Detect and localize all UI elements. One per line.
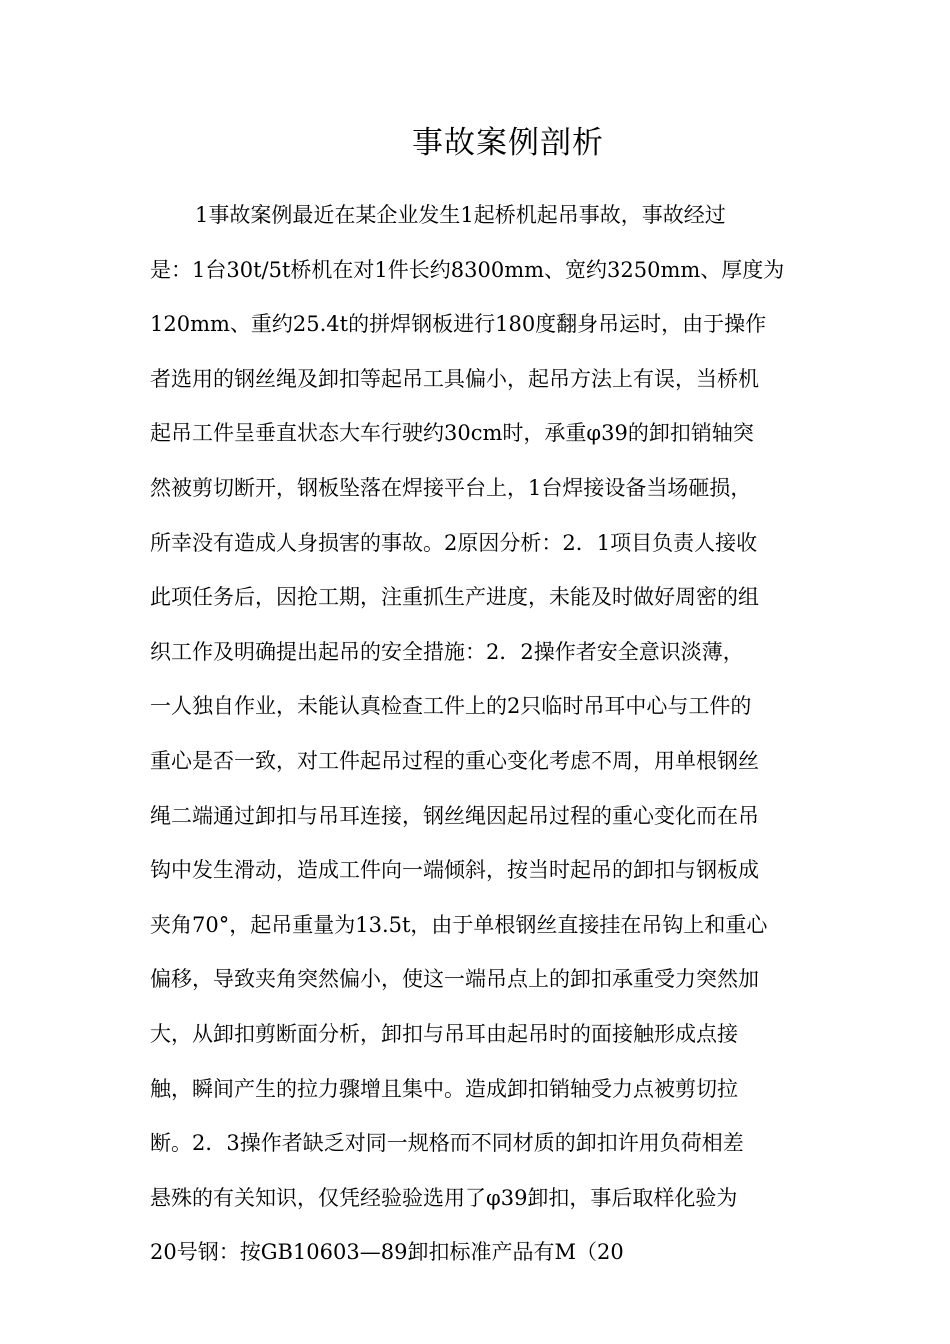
body-line: 所幸没有造成人身损害的事故。2原因分析：2．1项目负责人接收	[150, 530, 758, 555]
body-line: 悬殊的有关知识，仅凭经验验选用了φ39卸扣，事后取样化验为	[150, 1185, 738, 1210]
body-line: 起吊工件呈垂直状态大车行驶约30cm时，承重φ39的卸扣销轴突	[150, 421, 754, 446]
body-line: 1事故案例最近在某企业发生1起桥机起吊事故，事故经过	[195, 203, 726, 227]
body-line: 然被剪切断开，钢板坠落在焊接平台上，1台焊接设备当场砸损，	[150, 475, 752, 500]
body-line: 者选用的钢丝绳及卸扣等起吊工具偏小，起吊方法上有误，当桥机	[150, 366, 759, 391]
body-line: 夹角70°，起吊重量为13.5t，由于单根钢丝直接挂在吊钩上和重心	[150, 912, 768, 937]
body-line: 是：1台30t/5t桥机在对1件长约8300mm、宽约3250mm、厚度为	[150, 257, 785, 282]
body-line: 大，从卸扣剪断面分析，卸扣与吊耳由起吊时的面接触形成点接	[150, 1021, 738, 1046]
body-line: 20号钢：按GB10603—89卸扣标准产品有M（20	[150, 1240, 624, 1265]
body-line: 钩中发生滑动，造成工件向一端倾斜，按当时起吊的卸扣与钢板成	[150, 858, 759, 883]
body-line: 此项任务后，因抢工期，注重抓生产进度，未能及时做好周密的组	[150, 585, 759, 610]
body-line: 绳二端通过卸扣与吊耳连接，钢丝绳因起吊过程的重心变化而在吊	[150, 803, 759, 828]
body-line: 触，瞬间产生的拉力骤增且集中。造成卸扣销轴受力点被剪切拉	[150, 1076, 738, 1101]
body-line: 织工作及明确提出起吊的安全措施：2．2操作者安全意识淡薄，	[150, 639, 744, 664]
body-line: 120mm、重约25.4t的拼焊钢板进行180度翻身吊运时，由于操作	[150, 312, 767, 337]
document-body	[150, 196, 810, 1288]
body-line: 断。2．3操作者缺乏对同一规格而不同材质的卸扣许用负荷相差	[150, 1131, 744, 1156]
body-line: 重心是否一致，对工件起吊过程的重心变化考虑不周，用单根钢丝	[150, 748, 759, 773]
document-title: 事故案例剖析	[412, 125, 604, 161]
body-line: 一人独自作业，未能认真检查工件上的2只临时吊耳中心与工件的	[150, 694, 752, 719]
body-line: 偏移，导致夹角突然偏小，使这一端吊点上的卸扣承重受力突然加	[150, 967, 759, 992]
